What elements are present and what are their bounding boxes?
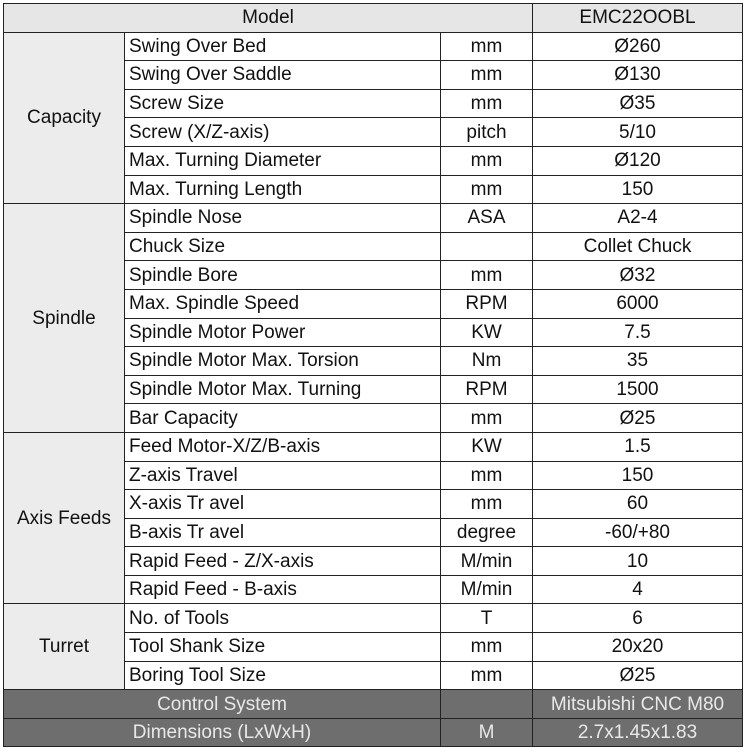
spec-label: X-axis Tr avel [125,490,441,519]
spec-unit: mm [441,175,533,204]
spec-value: Ø120 [533,146,743,175]
spec-label: Chuck Size [125,232,441,261]
spec-row [4,204,743,233]
spec-label: Max. Spindle Speed [125,289,441,318]
spec-unit: Nm [441,347,533,376]
spec-label: Spindle Bore [125,261,441,290]
spec-label: Spindle Motor Max. Torsion [125,347,441,376]
spec-value: Ø260 [533,32,743,61]
spec-table-body [4,4,743,747]
spec-value: Ø130 [533,61,743,90]
footer-value: Mitsubishi CNC M80 [533,690,743,719]
footer-value: 2.7x1.45x1.83 [533,718,743,747]
spec-value: 5/10 [533,118,743,147]
spec-unit: degree [441,518,533,547]
spec-label: Swing Over Bed [125,32,441,61]
footer-label: Dimensions (LxWxH) [4,718,441,747]
spec-unit: M/min [441,575,533,604]
spec-label: Spindle Motor Power [125,318,441,347]
spec-value: 6000 [533,289,743,318]
spec-unit: mm [441,633,533,662]
spec-unit: mm [441,261,533,290]
spec-row [4,32,743,61]
spec-label: Screw Size [125,89,441,118]
spec-value: Ø25 [533,661,743,690]
spec-label: Rapid Feed - B-axis [125,575,441,604]
group-label: Turret [4,604,125,690]
spec-label: Rapid Feed - Z/X-axis [125,547,441,576]
footer-unit [441,690,533,719]
spec-label: Swing Over Saddle [125,61,441,90]
spec-unit: mm [441,61,533,90]
spec-value: Ø25 [533,404,743,433]
spec-value: 150 [533,175,743,204]
spec-label: Bar Capacity [125,404,441,433]
spec-value: Ø35 [533,89,743,118]
spec-unit: mm [441,32,533,61]
spec-value: 1.5 [533,432,743,461]
spec-unit: RPM [441,289,533,318]
model-value: EMC22OOBL [533,4,743,33]
spec-value: -60/+80 [533,518,743,547]
group-label: Axis Feeds [4,432,125,604]
spec-value: 4 [533,575,743,604]
spec-value: A2-4 [533,204,743,233]
spec-value: 35 [533,347,743,376]
spec-table [3,3,743,747]
footer-unit: M [441,718,533,747]
spec-row [4,432,743,461]
spec-label: Spindle Motor Max. Turning [125,375,441,404]
spec-value: 6 [533,604,743,633]
footer-label: Control System [4,690,441,719]
spec-label: Tool Shank Size [125,633,441,662]
spec-unit: T [441,604,533,633]
spec-value: Collet Chuck [533,232,743,261]
spec-unit: mm [441,661,533,690]
model-label: Model [4,4,533,33]
group-label: Spindle [4,204,125,433]
spec-unit: mm [441,404,533,433]
footer-row [4,718,743,747]
group-label: Capacity [4,32,125,204]
spec-unit: KW [441,432,533,461]
spec-unit: KW [441,318,533,347]
spec-unit: pitch [441,118,533,147]
spec-unit: RPM [441,375,533,404]
spec-label: Screw (X/Z-axis) [125,118,441,147]
spec-unit: mm [441,146,533,175]
spec-label: Max. Turning Diameter [125,146,441,175]
spec-value: 7.5 [533,318,743,347]
spec-unit: M/min [441,547,533,576]
spec-label: Max. Turning Length [125,175,441,204]
header-row [4,4,743,33]
spec-unit [441,232,533,261]
spec-unit: ASA [441,204,533,233]
spec-label: Boring Tool Size [125,661,441,690]
spec-unit: mm [441,89,533,118]
spec-value: 1500 [533,375,743,404]
spec-row [4,604,743,633]
spec-unit: mm [441,461,533,490]
spec-unit: mm [441,490,533,519]
spec-value: 60 [533,490,743,519]
footer-row [4,690,743,719]
spec-label: Feed Motor-X/Z/B-axis [125,432,441,461]
spec-label: Z-axis Travel [125,461,441,490]
spec-value: 150 [533,461,743,490]
spec-label: Spindle Nose [125,204,441,233]
spec-value: Ø32 [533,261,743,290]
spec-value: 10 [533,547,743,576]
spec-label: No. of Tools [125,604,441,633]
spec-value: 20x20 [533,633,743,662]
spec-label: B-axis Tr avel [125,518,441,547]
